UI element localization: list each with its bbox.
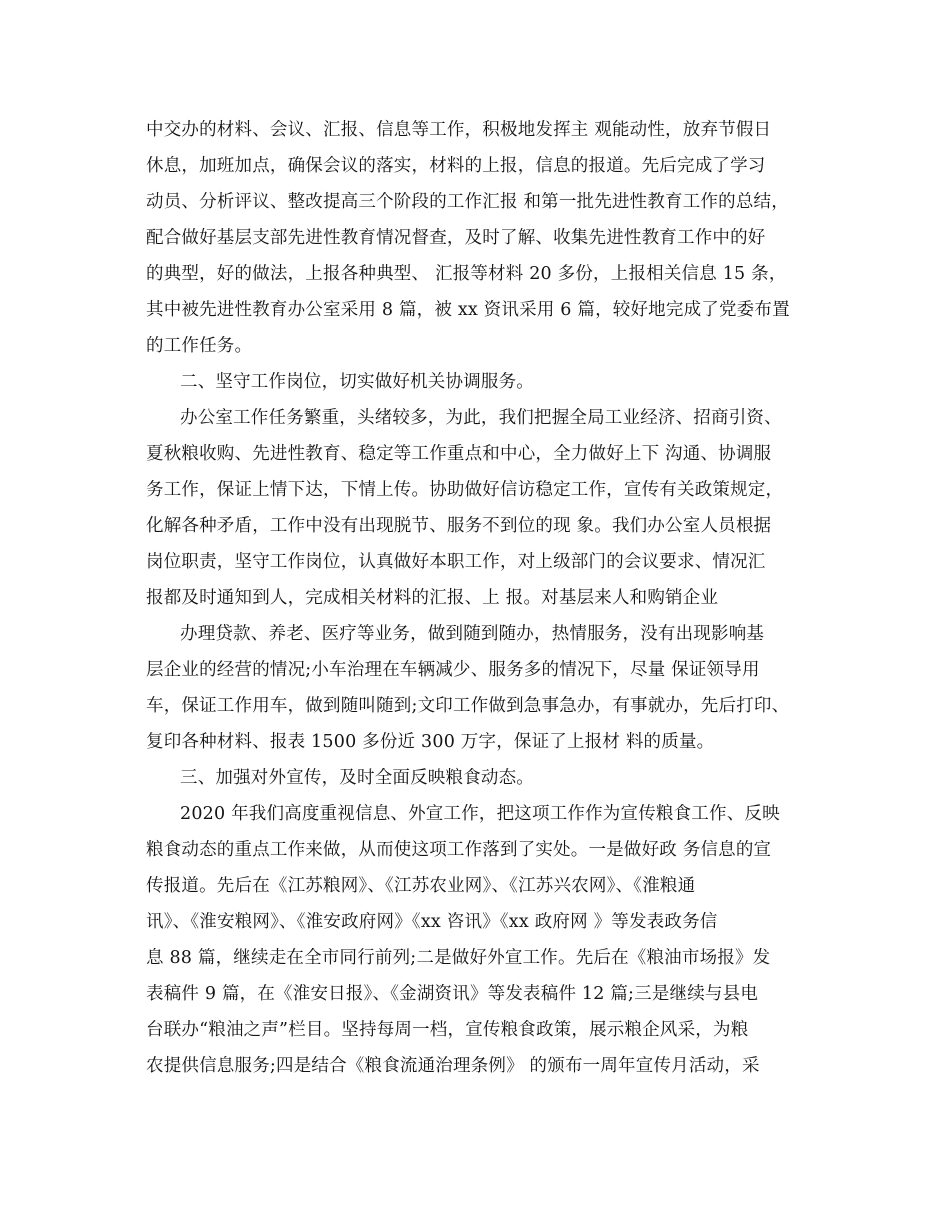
text-line: 粮食动态的重点工作来做，从而使这项工作落到了实处。一是做好政 务信息的宣 <box>146 840 772 860</box>
text-line: 层企业的经营的情况;小车治理在车辆减少、服务多的情况下，尽量 保证领导用 <box>146 660 760 680</box>
text-line: 台联办“粮油之声”栏目。坚持每周一档，宣传粮食政策，展示粮企风采，为粮 <box>146 1020 749 1040</box>
text-line: 其中被先进性教育办公室采用 8 篇，被 xx 资讯采用 6 篇，较好地完成了党委布置 <box>146 300 790 320</box>
section-heading: 二、坚守工作岗位，切实做好机关协调服务。 <box>180 372 534 392</box>
text-line: 的典型，好的做法，上报各种典型、 汇报等材料 20 多份，上报相关信息 15 条， <box>146 264 787 284</box>
text-line: 息 88 篇，继续走在全市同行前列;二是做好外宣工作。先后在《粮油市场报》发 <box>146 948 771 968</box>
text-line: 报都及时通知到人，完成相关材料的汇报、上 报。对基层来人和购销企业 <box>146 588 719 608</box>
text-line: 2020 年我们高度重视信息、外宣工作，把这项工作作为宣传粮食工作、反映 <box>180 804 780 824</box>
section-heading: 三、加强对外宣传，及时全面反映粮食动态。 <box>180 768 534 788</box>
text-line: 的工作任务。 <box>146 336 253 356</box>
text-line: 中交办的材料、会议、汇报、信息等工作，积极地发挥主 观能动性，放弃节假日 <box>146 120 772 140</box>
text-line: 办公室工作任务繁重，头绪较多，为此，我们把握全局工业经济、招商引资、 <box>180 408 782 428</box>
text-line: 夏秋粮收购、先进性教育、稳定等工作重点和中心，全力做好上下 沟通、协调服 <box>146 444 772 464</box>
text-line: 动员、分析评议、整改提高三个阶段的工作汇报 和第一批先进性教育工作的总结， <box>146 192 789 212</box>
text-line: 表稿件 9 篇，在《淮安日报》、《金湖资讯》等发表稿件 12 篇;三是继续与县电 <box>146 984 759 1004</box>
text-line: 传报道。先后在《江苏粮网》、《江苏农业网》、《江苏兴农网》、《淮粮通 <box>146 876 696 896</box>
text-line: 休息，加班加点，确保会议的落实，材料的上报，信息的报道。先后完成了学习 <box>146 156 766 176</box>
text-line: 复印各种材料、报表 1500 多份近 300 万字，保证了上报材 料的质量。 <box>146 732 715 752</box>
text-line: 农提供信息服务;四是结合《粮食流通治理条例》 的颁布一周年宣传月活动，采 <box>146 1056 760 1076</box>
text-line: 务工作，保证上情下达，下情上传。协助做好信访稳定工作，宣传有关政策规定， <box>146 480 784 500</box>
text-line: 岗位职责，坚守工作岗位，认真做好本职工作，对上级部门的会议要求、情况汇 <box>146 552 766 572</box>
text-line: 车，保证工作用车，做到随叫随到;文印工作做到急事急办，有事就办，先后打印、 <box>146 696 790 716</box>
text-line: 办理贷款、养老、医疗等业务，做到随到随办，热情服务，没有出现影响基 <box>180 624 765 644</box>
text-line: 配合做好基层支部先进性教育情况督查，及时了解、收集先进性教育工作中的好 <box>146 228 766 248</box>
text-line: 讯》、《淮安粮网》、《淮安政府网》《xx 咨讯》《xx 政府网 》等发表政务信 <box>146 912 718 932</box>
text-line: 化解各种矛盾，工作中没有出现脱节、服务不到位的现 象。我们办公室人员根据 <box>146 516 772 536</box>
